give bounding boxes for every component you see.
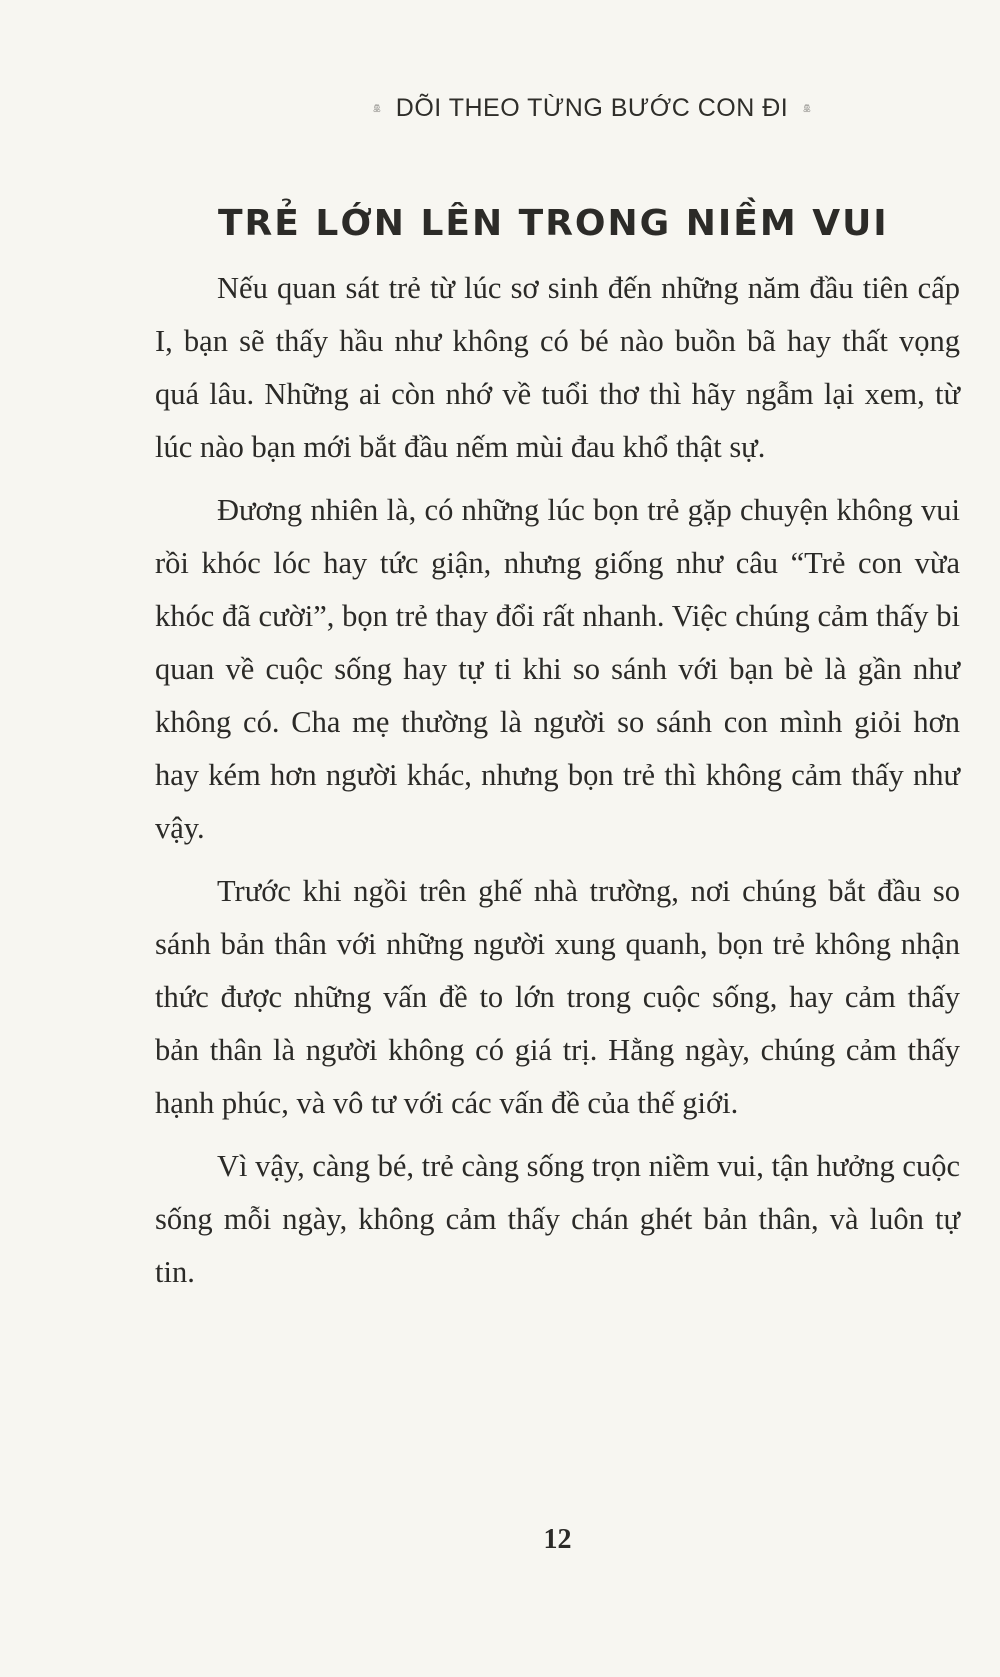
page-number: 12 — [543, 1524, 572, 1555]
body-text — [155, 262, 960, 1309]
paragraph-4: Vì vậy, càng bé, trẻ càng sống trọn niềm vui, tận hưởng cuộc sống mỗi ngày, không cảm thấy chán ghét bản thân, và luôn tự tin. — [155, 1149, 960, 1289]
paragraph-2: Đương nhiên là, có những lúc bọn trẻ gặp chuyện không vui rồi khóc lóc hay tức giận, nhưng giống như câu “Trẻ con vừa khóc đã cười”, bọn trẻ thay đổi rất nhanh. Việc chúng cảm thấy bi quan về cuộc sống hay tự ti khi so sánh với bạn bè là gần như không có. Cha mẹ thường là người so sánh con mình giỏi hơn hay kém hơn người khác, nhưng bọn trẻ thì không cảm thấy như vậy. — [155, 493, 960, 845]
running-header — [372, 86, 812, 130]
paragraph-3: Trước khi ngồi trên ghế nhà trường, nơi chúng bắt đầu so sánh bản thân với những người xung quanh, bọn trẻ không nhận thức được những vấn đề to lớn trong cuộc sống, hay cảm thấy bản thân là người không có giá trị. Hằng ngày, chúng cảm thấy hạnh phúc, và vô tư với các vấn đề của thế giới. — [155, 874, 960, 1120]
running-header-title: DÕI THEO TỪNG BƯỚC CON ĐI — [395, 93, 789, 122]
mascot-icon-right — [802, 88, 812, 128]
mascot-icon-left — [372, 88, 382, 128]
section-heading: TRẺ LỚN LÊN TRONG NIỀM VUI — [218, 203, 889, 244]
paragraph-1: Nếu quan sát trẻ từ lúc sơ sinh đến những năm đầu tiên cấp I, bạn sẽ thấy hầu như không có bé nào buồn bã hay thất vọng quá lâu. Những ai còn nhớ về tuổi thơ thì hãy ngẫm lại xem, từ lúc nào bạn mới bắt đầu nếm mùi đau khổ thật sự. — [155, 271, 960, 464]
